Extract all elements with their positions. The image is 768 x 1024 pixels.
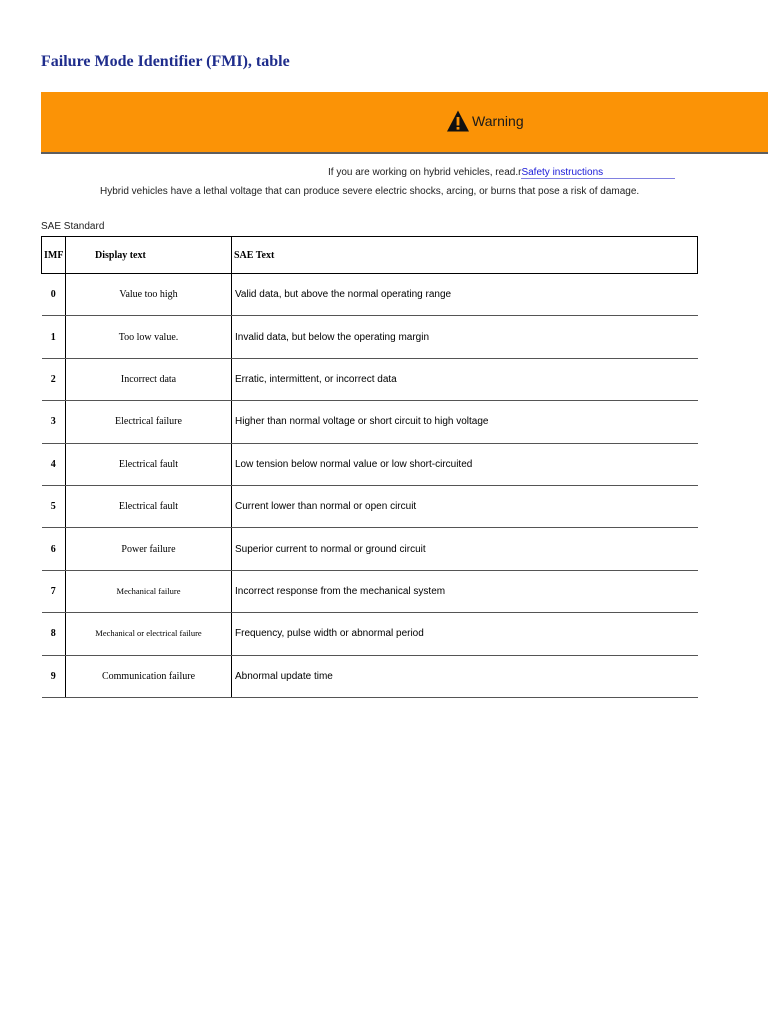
warning-text: Warning [472, 113, 524, 129]
warning-label [446, 108, 524, 134]
sae-text-cell: Current lower than normal or open circuit [232, 485, 698, 527]
warning-triangle-icon [446, 109, 470, 133]
table-row [42, 358, 698, 400]
table-row [42, 485, 698, 527]
column-header-sae-text: SAE Text [232, 237, 698, 274]
display-text-cell: Incorrect data [66, 358, 232, 400]
table-row [42, 528, 698, 570]
table-row [42, 274, 698, 316]
imf-cell: 2 [42, 358, 66, 400]
table-row [42, 570, 698, 612]
display-text-label: Mechanical failure [116, 585, 181, 596]
table-row [42, 613, 698, 655]
sae-text-cell: Frequency, pulse width or abnormal period [232, 613, 698, 655]
table-header-row [42, 237, 698, 274]
imf-cell: 0 [42, 274, 66, 316]
imf-cell: 1 [42, 316, 66, 358]
sae-text-cell: Low tension below normal value or low short-circuited [232, 443, 698, 485]
sae-text-cell: Superior current to normal or ground circuit [232, 528, 698, 570]
column-header-display-text: Display text [66, 237, 232, 274]
display-text-cell: Electrical fault [66, 485, 232, 527]
imf-cell: 3 [42, 401, 66, 443]
column-header-imf: IMF [42, 237, 66, 274]
display-text-cell: Electrical fault [66, 443, 232, 485]
sae-text-cell: Higher than normal voltage or short circuit to high voltage [232, 401, 698, 443]
display-text-cell: Too low value. [66, 316, 232, 358]
sae-text-cell: Invalid data, but below the operating margin [232, 316, 698, 358]
table-row [42, 443, 698, 485]
display-text-cell [66, 613, 232, 655]
sae-text-cell: Incorrect response from the mechanical system [232, 570, 698, 612]
imf-cell: 4 [42, 443, 66, 485]
imf-cell: 5 [42, 485, 66, 527]
sae-text-cell: Abnormal update time [232, 655, 698, 697]
safety-instructions-link[interactable]: Safety instructions [521, 167, 675, 179]
warning-banner [41, 92, 768, 154]
display-text-label: Mechanical or electrical failure [95, 628, 202, 639]
imf-cell: 6 [42, 528, 66, 570]
display-text-cell: Power failure [66, 528, 232, 570]
imf-cell: 8 [42, 613, 66, 655]
display-text-cell: Electrical failure [66, 401, 232, 443]
table-row [42, 401, 698, 443]
table-row [42, 655, 698, 697]
hybrid-notice-text: If you are working on hybrid vehicles, read.r [328, 167, 522, 178]
display-text-cell: Value too high [66, 274, 232, 316]
display-text-cell: Communication failure [66, 655, 232, 697]
imf-cell: 9 [42, 655, 66, 697]
display-text-cell [66, 570, 232, 612]
sae-text-cell: Valid data, but above the normal operating range [232, 274, 698, 316]
table-caption: SAE Standard [41, 221, 105, 232]
fmi-table [41, 236, 698, 698]
table-row [42, 316, 698, 358]
sae-text-cell: Erratic, intermittent, or incorrect data [232, 358, 698, 400]
imf-cell: 7 [42, 570, 66, 612]
page-title: Failure Mode Identifier (FMI), table [41, 53, 290, 70]
hybrid-notice [328, 167, 675, 179]
lethal-voltage-notice: Hybrid vehicles have a lethal voltage that can produce severe electric shocks, arcing, or burns that pose a risk of damage. [100, 186, 640, 197]
